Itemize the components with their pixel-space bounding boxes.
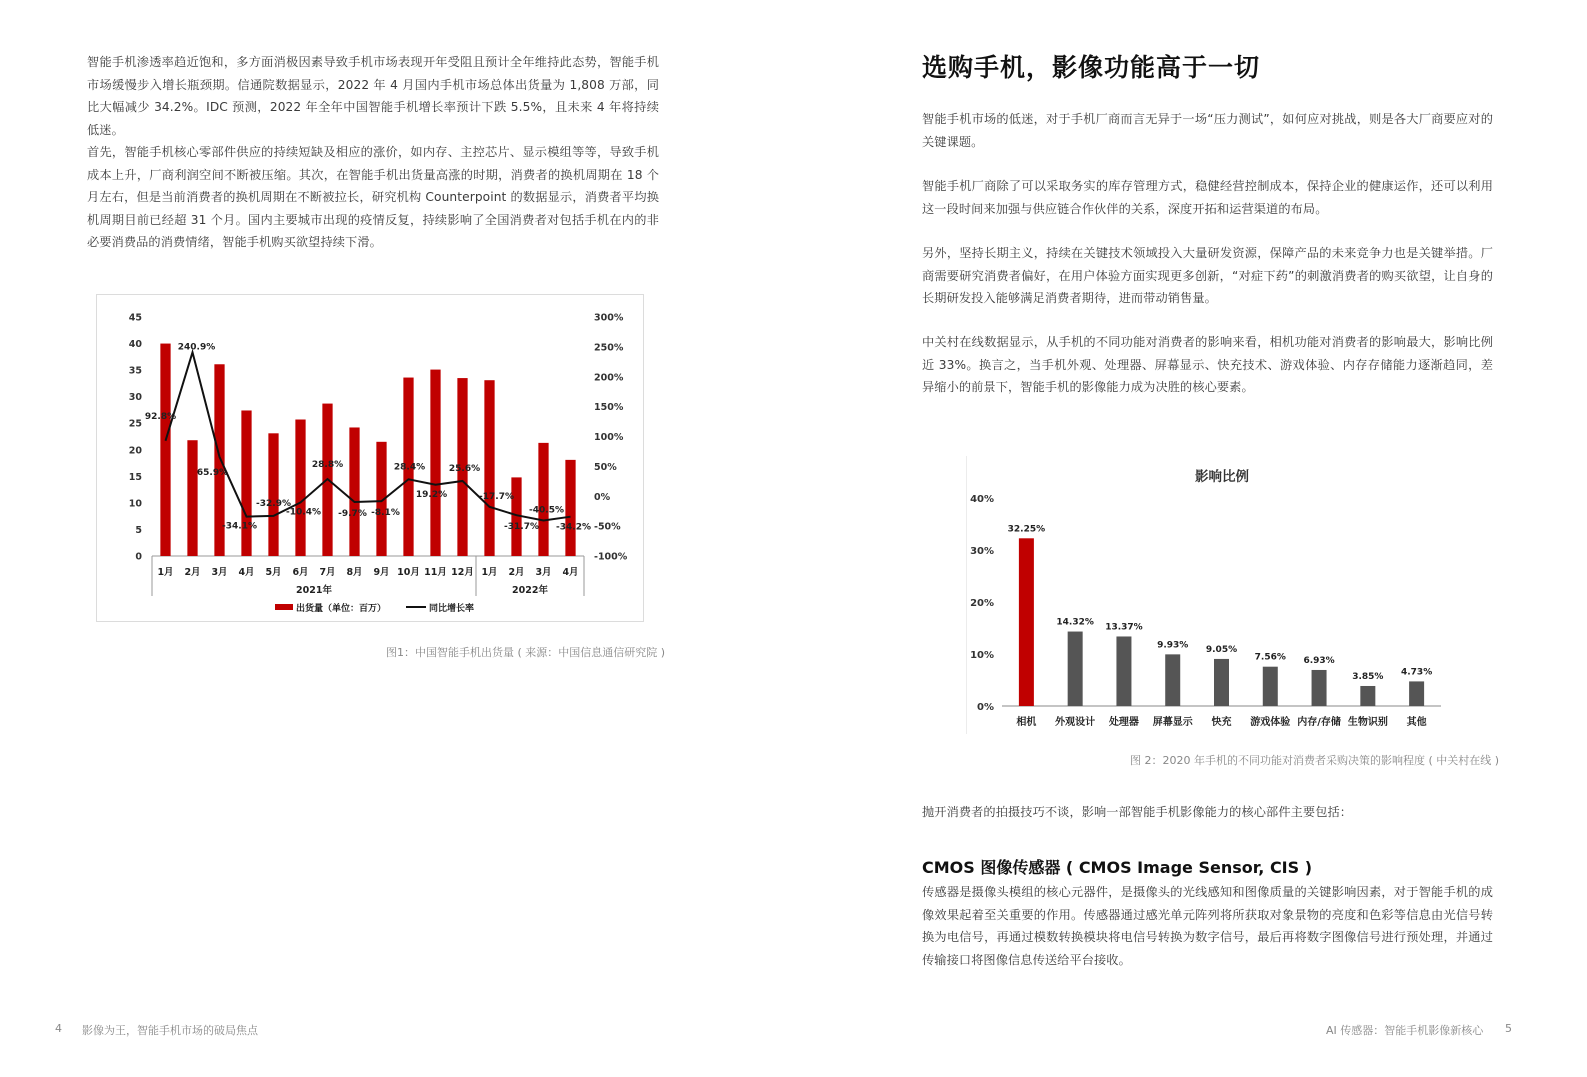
month-label: 2月 [508, 567, 525, 578]
chart-title: 影响比例 [1195, 469, 1249, 485]
month-label: 4月 [238, 567, 255, 578]
legend-line-label: 同比增长率 [429, 604, 475, 614]
cis-subheading: CMOS 图像传感器 ( CMOS Image Sensor, CIS ) [922, 858, 1313, 877]
month-label: 5月 [265, 567, 282, 578]
right-axis-tick-label: 150% [594, 402, 624, 414]
right-axis-tick-label: 100% [594, 432, 624, 443]
influence-bar [1214, 659, 1229, 706]
legend-bar-label: 出货量（单位：百万） [296, 604, 387, 614]
growth-rate-data-label: 19.2% [415, 489, 448, 500]
page-title: 选购手机，影像功能高于一切 [922, 53, 1261, 82]
y-axis-tick-label: 30% [970, 546, 994, 557]
month-label: 9月 [373, 567, 390, 578]
legend-bar-swatch [275, 604, 293, 610]
footer-page-number-left: 4 [55, 1022, 62, 1035]
y-axis-tick-label: 0% [977, 702, 994, 713]
shipment-chart-svg [97, 295, 643, 621]
right-axis-tick-label: 0% [594, 491, 611, 503]
influence-data-label: 6.93% [1303, 655, 1335, 666]
growth-rate-data-label: -34.1% [222, 521, 257, 532]
growth-rate-data-label: -17.7% [479, 491, 514, 502]
shipment-bar [430, 370, 440, 556]
month-label: 6月 [292, 567, 309, 578]
left-axis-tick-label: 40 [128, 339, 142, 351]
growth-rate-data-label: 240.9% [177, 342, 216, 353]
lead-in-text: 抛开消费者的拍摄技巧不谈，影响一部智能手机影像能力的核心部件主要包括： [922, 805, 1353, 819]
growth-rate-data-label: -9.7% [338, 509, 367, 520]
shipment-bar [160, 344, 170, 556]
month-label: 3月 [535, 567, 552, 578]
footer-title-left: 影像为王，智能手机市场的破局焦点 [82, 1024, 258, 1037]
shipment-bar [187, 440, 197, 556]
influence-bar [1360, 686, 1375, 706]
footer-page-number-right: 5 [1505, 1022, 1512, 1035]
left-paragraph-2: 首先，智能手机核心零部件供应的持续短缺及相应的涨价，如内存、主控芯片、显示模组等等，导致手机成本上升，厂商利润空间不断被压缩。其次，在智能手机出货量高涨的时期，消费者的换机周期在 18 个月左右，但是当前消费者的换机周期在不断被拉长，研究机构 Counterpoint 的数据显示，消费者平均换机周期目前已经超 31 个月。国内主要城市出现的疫情反复，持续影响了全国消费者对包括手机在内的非必要消费品的消费情绪，智能手机购买欲望持续下滑。 [87, 145, 659, 249]
growth-rate-data-label: -40.5% [529, 505, 564, 516]
month-label: 10月 [397, 567, 420, 578]
left-axis-tick-label: 45 [128, 312, 142, 324]
influence-data-label: 9.93% [1157, 640, 1189, 651]
growth-rate-data-label: 25.6% [448, 463, 481, 474]
month-label: 3月 [211, 567, 228, 578]
influence-data-label: 4.73% [1400, 667, 1433, 678]
month-label: 1月 [157, 567, 174, 578]
shipment-bar [538, 443, 548, 556]
growth-rate-data-label: -32.9% [256, 498, 291, 509]
left-axis-tick-label: 35 [128, 365, 142, 377]
month-label: 1月 [481, 567, 498, 578]
left-page [0, 0, 793, 1077]
y-axis-tick-label: 10% [970, 650, 994, 661]
influence-data-label: 14.32% [1056, 617, 1094, 628]
growth-rate-data-label: -10.4% [286, 507, 321, 518]
growth-rate-data-label: -8.1% [371, 508, 400, 519]
influence-bar [1019, 538, 1034, 706]
influence-chart-svg [966, 456, 1446, 734]
growth-rate-data-label: -34.2% [556, 522, 591, 533]
left-paragraph-1: 智能手机渗透率趋近饱和，多方面消极因素导致手机市场表现开年受阻且预计全年维持此态势，智能手机市场缓慢步入增长瓶颈期。信通院数据显示，2022 年 4 月国内手机市场总体出货量为 1,808 万部，同比大幅减少 34.2%。IDC 预测，2022 年全年中国智能手机增长率预计下跌 5.5%，且未来 4 年将持续低迷。 [87, 55, 659, 137]
left-axis-tick-label: 5 [135, 524, 142, 536]
right-paragraph-2: 智能手机厂商除了可以采取务实的库存管理方式，稳健经营控制成本，保持企业的健康运作，还可以利用这一段时间来加强与供应链合作伙伴的关系，深度开拓和运营渠道的布局。 [922, 179, 1493, 216]
influence-bar [1263, 667, 1278, 706]
growth-rate-data-label: 92.8% [144, 411, 177, 422]
year-label: 2022年 [512, 585, 548, 596]
cis-paragraph: 传感器是摄像头模组的核心元器件，是摄像头的光线感知和图像质量的关键影响因素，对于智能手机的成像效果起着至关重要的作用。传感器通过感光单元阵列将所获取对象景物的亮度和色彩等信息由光信号转换为电信号，再通过模数转换模块将电信号转换为数字信号，最后再将数字图像信号进行预处理，并通过传输接口将图像信息传送给平台接收。 [922, 885, 1493, 967]
y-axis-tick-label: 20% [970, 598, 994, 609]
right-page [794, 0, 1587, 1077]
category-label: 相机 [1016, 717, 1037, 728]
shipment-bar [565, 460, 575, 556]
influence-bar [1116, 636, 1131, 706]
figure-2-caption: 图 2：2020 年手机的不同功能对消费者采购决策的影响程度 ( 中关村在线 ) [1130, 754, 1500, 767]
influence-bar [1312, 670, 1327, 706]
right-paragraph-3: 另外，坚持长期主义，持续在关键技术领域投入大量研发资源，保障产品的未来竞争力也是关键举措。厂商需要研究消费者偏好，在用户体验方面实现更多创新，“对症下药”的刺激消费者的购买欲望，让自身的长期研发投入能够满足消费者期待，进而带动销售量。 [922, 246, 1493, 305]
month-label: 8月 [346, 567, 363, 578]
month-label: 4月 [562, 567, 579, 578]
figure-1-caption: 图1：中国智能手机出货量 ( 来源：中国信息通信研究院 ) [386, 646, 666, 659]
shipment-bar [268, 433, 278, 556]
right-paragraph-1: 智能手机市场的低迷，对于手机厂商而言无异于一场“压力测试”，如何应对挑战，则是各大厂商要应对的关键课题。 [922, 112, 1493, 149]
right-axis-tick-label: -50% [594, 521, 621, 533]
left-axis-tick-label: 25 [128, 418, 142, 430]
influence-data-label: 9.05% [1205, 644, 1238, 655]
y-axis-tick-label: 40% [970, 494, 994, 505]
growth-rate-data-label: 65.9% [196, 467, 229, 478]
category-label: 屏幕显示 [1152, 717, 1193, 728]
right-axis-tick-label: 300% [594, 312, 624, 324]
influence-bar [1068, 632, 1083, 706]
influence-data-label: 7.56% [1254, 652, 1286, 663]
month-label: 12月 [451, 567, 474, 578]
left-axis-tick-label: 10 [128, 498, 142, 510]
right-paragraph-4: 中关村在线数据显示，从手机的不同功能对消费者的影响来看，相机功能对消费者的影响最大，影响比例近 33%。换言之，当手机外观、处理器、屏幕显示、快充技术、游戏体验、内存存储能力逐渐趋同，差异缩小的前景下，智能手机的影像能力成为决胜的核心要素。 [922, 335, 1493, 394]
left-axis-tick-label: 15 [128, 471, 142, 483]
right-axis-tick-label: 250% [594, 342, 624, 354]
category-label: 生物识别 [1347, 717, 1388, 728]
month-label: 11月 [424, 567, 447, 578]
category-label: 快充 [1211, 717, 1232, 728]
month-label: 7月 [319, 567, 336, 578]
left-axis-tick-label: 30 [128, 392, 142, 404]
footer-title-right: AI 传感器：智能手机影像新核心 [1326, 1024, 1484, 1037]
left-axis-tick-label: 0 [135, 551, 142, 563]
category-label: 处理器 [1108, 717, 1139, 728]
shipment-bar [295, 420, 305, 556]
right-axis-tick-label: 200% [594, 372, 624, 384]
influence-data-label: 32.25% [1007, 524, 1046, 535]
right-axis-tick-label: 50% [594, 461, 617, 473]
category-label: 其他 [1406, 717, 1427, 728]
influence-data-label: 13.37% [1105, 622, 1143, 633]
growth-rate-data-label: 28.4% [393, 462, 426, 473]
category-label: 游戏体验 [1250, 717, 1291, 728]
shipment-chart [96, 294, 644, 622]
category-label: 外观设计 [1055, 717, 1096, 728]
right-axis-tick-label: -100% [594, 551, 628, 563]
shipment-bar [349, 427, 359, 556]
left-axis-tick-label: 20 [128, 445, 142, 457]
growth-rate-data-label: -31.7% [504, 522, 539, 533]
influence-bar [1165, 654, 1180, 706]
influence-chart [966, 456, 1446, 734]
month-label: 2月 [184, 567, 201, 578]
category-label: 内存/存储 [1297, 717, 1341, 728]
year-label: 2021年 [296, 585, 332, 596]
influence-bar [1409, 681, 1424, 706]
shipment-bar [484, 380, 494, 556]
growth-rate-data-label: 28.8% [311, 460, 344, 471]
influence-data-label: 3.85% [1352, 671, 1384, 682]
shipment-bar [241, 410, 251, 556]
